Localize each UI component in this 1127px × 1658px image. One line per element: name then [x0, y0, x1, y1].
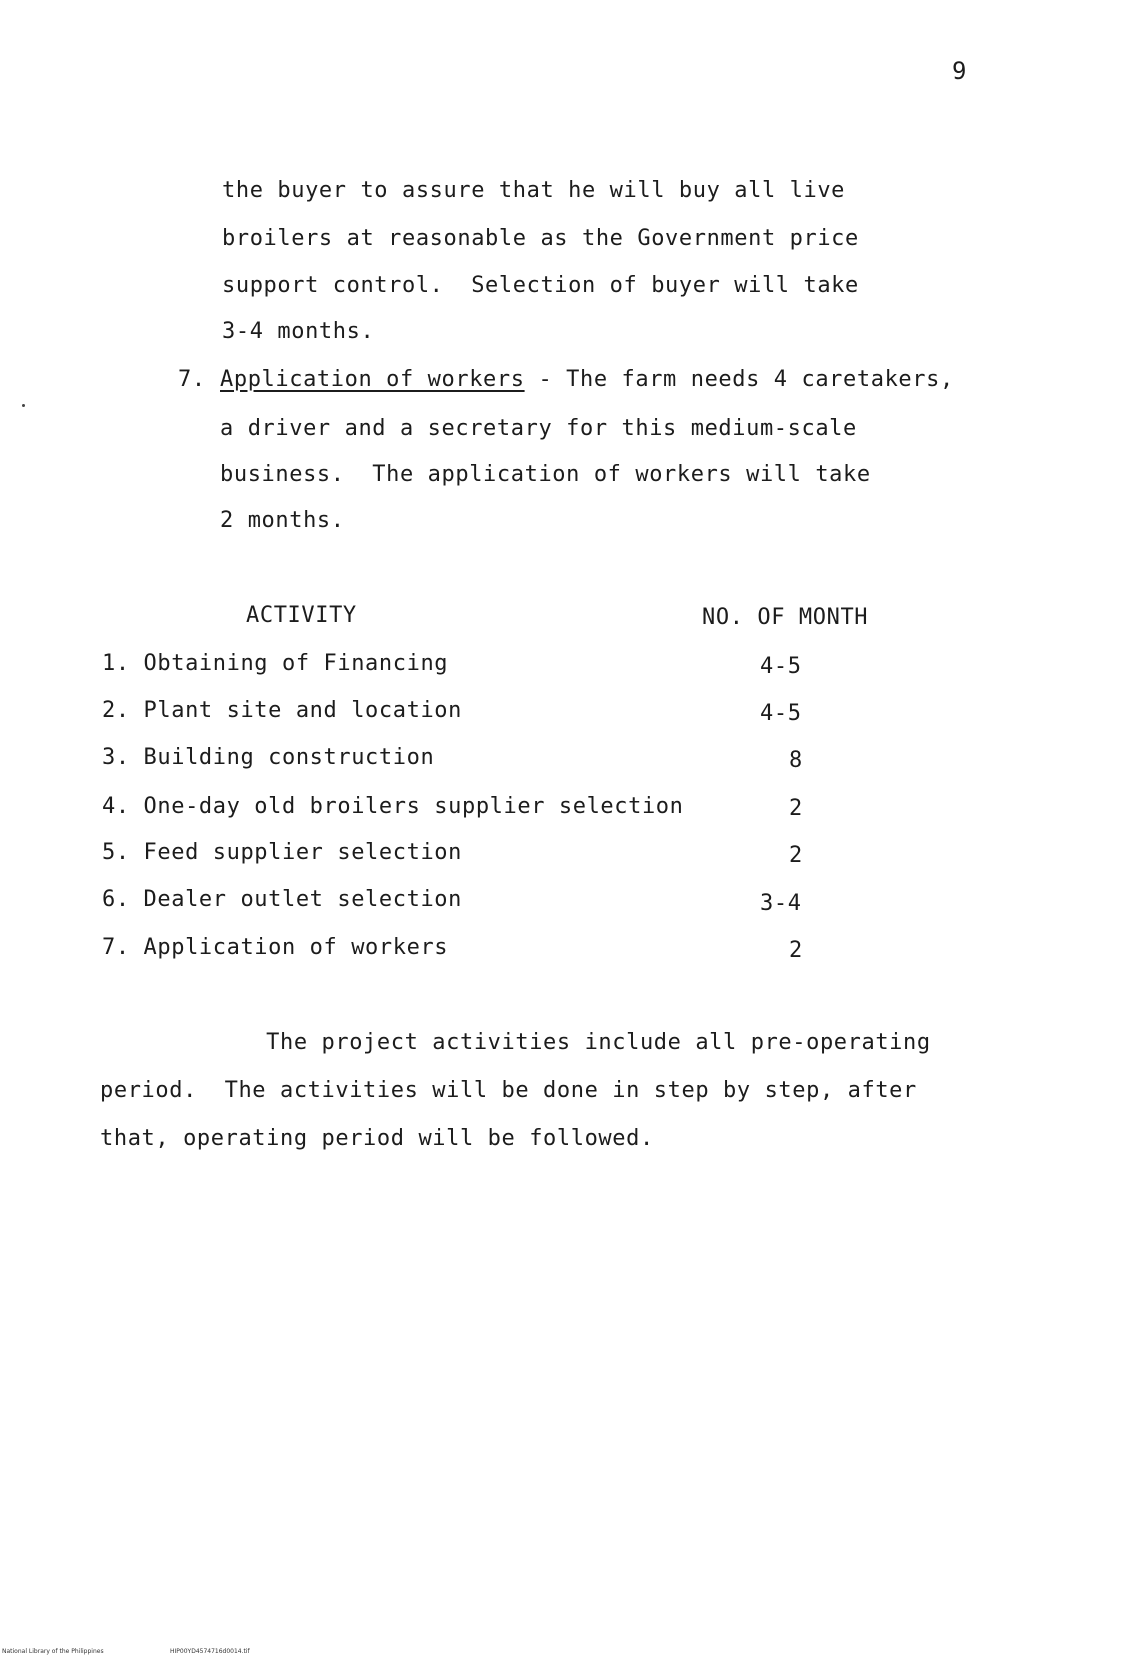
table-row-months: 3-4 — [760, 891, 802, 916]
paragraph-line: the buyer to assure that he will buy all live — [222, 178, 846, 203]
table-row-months: 4-5 — [760, 701, 802, 726]
table-row-activity: 5. Feed supplier selection — [102, 840, 462, 865]
paragraph-line: that, operating period will be followed. — [100, 1126, 654, 1151]
item-heading-rest: - The farm needs 4 caretakers, — [524, 367, 954, 392]
table-row-months: 2 — [789, 938, 803, 963]
paragraph-line: The project activities include all pre-operating — [100, 1030, 931, 1055]
paragraph-line: 3-4 months. — [222, 319, 375, 344]
table-row-activity: 7. Application of workers — [102, 935, 449, 960]
paragraph-line: period. The activities will be done in step by step, after — [100, 1078, 917, 1103]
table-row-months: 8 — [789, 748, 803, 773]
table-row-activity: 6. Dealer outlet selection — [102, 887, 462, 912]
paragraph-line: a driver and a secretary for this medium-scale — [220, 416, 857, 441]
table-row-activity: 2. Plant site and location — [102, 698, 462, 723]
paragraph-line: business. The application of workers will take — [220, 462, 871, 487]
table-row-months: 4-5 — [760, 654, 802, 679]
scan-speck — [22, 404, 25, 407]
item-heading: Application of workers — [220, 367, 525, 392]
item-number: 7. — [178, 367, 206, 392]
table-row-activity: 1. Obtaining of Financing — [102, 651, 449, 676]
table-header-months: NO. OF MONTH — [702, 605, 869, 630]
table-header-activity: ACTIVITY — [246, 603, 357, 628]
footer-library: National Library of the Philippines — [2, 1648, 104, 1655]
table-row-months: 2 — [789, 796, 803, 821]
paragraph-line: support control. Selection of buyer will take — [222, 273, 859, 298]
paragraph-line: broilers at reasonable as the Government price — [222, 226, 859, 251]
table-row-activity: 4. One-day old broilers supplier selection — [102, 794, 684, 819]
paragraph-line: 2 months. — [220, 508, 345, 533]
table-row-months: 2 — [789, 843, 803, 868]
page-number: 9 — [952, 57, 968, 85]
footer-filename: HIP00YD4574716d0014.tif — [170, 1648, 250, 1655]
table-row-activity: 3. Building construction — [102, 745, 435, 770]
item-first-line — [220, 367, 954, 393]
